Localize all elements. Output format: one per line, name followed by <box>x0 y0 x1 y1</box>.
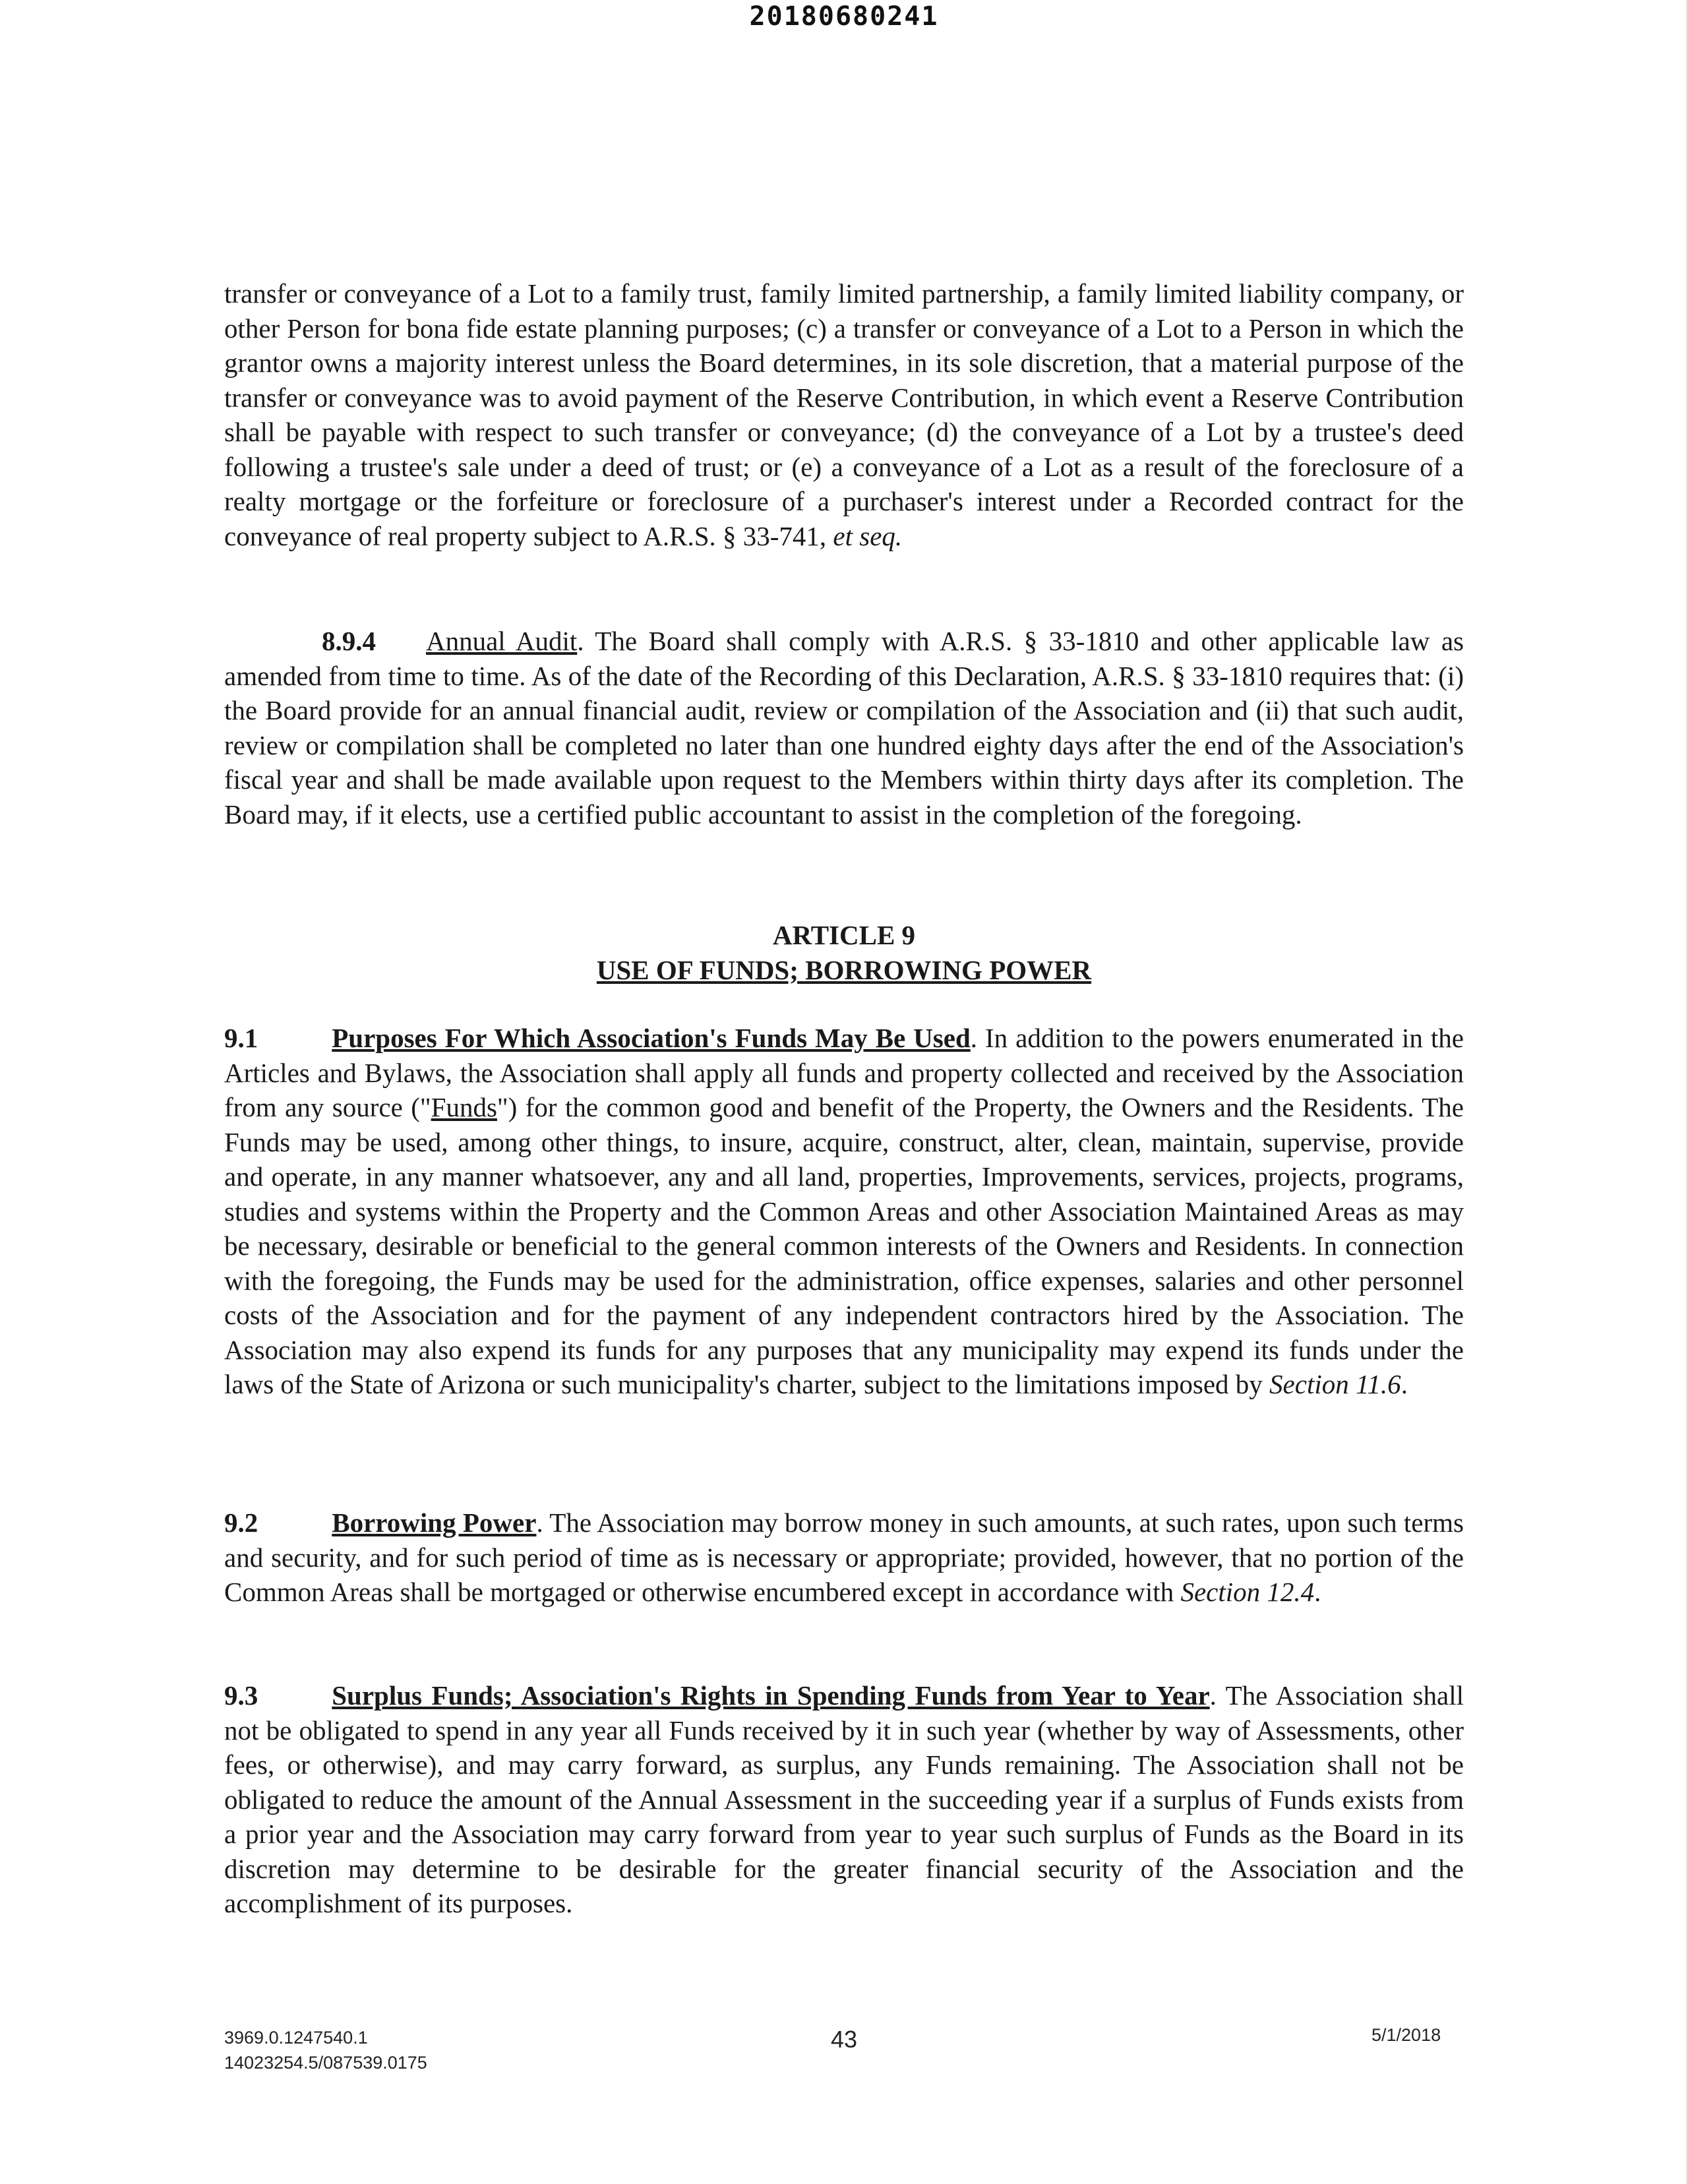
section-reference: Section 11.6 <box>1269 1369 1401 1399</box>
paragraph-text: . The Association shall not be obligated to spend in any year all Funds received by it in such year (whether by way of Assessments, other fees, or otherwise), and may carry forward, as surplus, any Funds remaining. The Association shall not be obligated to reduce the amount of the Annual Assessment in the succeeding year if a surplus of Funds exists from a prior year and the Association may carry forward from year to year such surplus of Funds as the Board in its discretion may determine to be desirable for the greater financial security of the Association and the accomplishment of its purposes. <box>224 1680 1464 1918</box>
paragraph-text: . The Association may borrow money in such amounts, at such rates, upon such terms and security, and for such period of time as is necessary or appropriate; provided, however, that no portion of the Common Areas shall be mortgaged or otherwise encumbered except in accordance with <box>224 1507 1464 1607</box>
section-number: 9.2 <box>224 1507 258 1538</box>
section-9-1 <box>224 1021 1464 1402</box>
article-heading <box>0 918 1688 988</box>
recording-number: 20180680241 <box>749 1 939 32</box>
sentence-end: . <box>1401 1369 1408 1399</box>
sentence-end: . <box>1314 1577 1321 1607</box>
section-number: 9.3 <box>224 1680 258 1711</box>
section-number: 9.1 <box>224 1023 258 1053</box>
section-9-3 <box>224 1678 1464 1921</box>
footer-document-ids <box>224 2025 427 2075</box>
paragraph-text: . In addition to the powers enumerated in the Articles and Bylaws, the Association shall apply all funds and property collected and received by the Association from any source (" <box>224 1023 1464 1122</box>
footer-id-line-1: 3969.0.1247540.1 <box>224 2028 368 2048</box>
footer-date: 5/1/2018 <box>1372 2025 1441 2045</box>
paragraph-text: ") for the common good and benefit of the Property, the Owners and the Residents. The Funds may be used, among other things, to insure, acquire, construct, alter, clean, maintain, supervise, provide and operate, in any manner whatsoever, any and all land, properties, Improvements, services, projects, programs, studies and systems within the Property and the Common Areas and other Association Maintained Areas as may be necessary, desirable or beneficial to the general common interests of the Owners and Residents. In connection with the foregoing, the Funds may be used for the administration, office expenses, salaries and other personnel costs of the Association and for the payment of any independent contractors hired by the Association. The Association may also expend its funds for any purposes that any municipality may expend its funds under the laws of the State of Arizona or such municipality's charter, subject to the limitations imposed by <box>224 1092 1464 1399</box>
italic-latin-term: et seq. <box>833 520 903 551</box>
section-heading: Surplus Funds; Association's Rights in Spending Funds from Year to Year <box>332 1680 1210 1711</box>
section-reference: Section 12.4 <box>1180 1577 1315 1607</box>
paragraph-annual-audit <box>224 624 1464 832</box>
article-title: USE OF FUNDS; BORROWING POWER <box>596 955 1092 985</box>
section-heading: Purposes For Which Association's Funds May Be Used <box>332 1023 971 1053</box>
section-9-2 <box>224 1505 1464 1610</box>
footer-id-line-2: 14023254.5/087539.0175 <box>224 2053 427 2073</box>
section-heading: Borrowing Power <box>332 1507 537 1538</box>
defined-term: Funds <box>431 1092 497 1122</box>
paragraph-text: . The Board shall comply with A.R.S. § 33-1810 and other applicable law as amended from time to time. As of the date of the Recording of this Declaration, A.R.S. § 33-1810 requires that: (i) the Board provide for an annual financial audit, review or compilation of the Association and (ii) that such audit, review or compilation shall be completed no later than one hundred eighty days after the end of the Association's fiscal year and shall be made available upon request to the Members within thirty days after its completion. The Board may, if it elects, use a certified public accountant to assist in the completion of the foregoing. <box>224 626 1464 830</box>
section-heading: Annual Audit <box>426 626 578 656</box>
paragraph-text: transfer or conveyance of a Lot to a family trust, family limited partnership, a family limited liability company, or other Person for bona fide estate planning purposes; (c) a transfer or conveyance of a Lot to a Person in which the grantor owns a majority interest unless the Board determines, in its sole discretion, that a material purpose of the transfer or conveyance was to avoid payment of the Reserve Contribution, in which event a Reserve Contribution shall be payable with respect to such transfer or conveyance; (d) the conveyance of a Lot by a trustee's deed following a trustee's sale under a deed of trust; or (e) a conveyance of a Lot as a result of the foreclosure of a realty mortgage or the forfeiture or foreclosure of a purchaser's interest under a Recorded contract for the conveyance of real property subject to A.R.S. § 33-741, <box>224 278 1464 551</box>
article-label: ARTICLE 9 <box>772 920 916 950</box>
paragraph-transfer-exceptions <box>224 276 1464 553</box>
section-number: 8.9.4 <box>322 626 376 656</box>
page-number: 43 <box>830 2026 858 2053</box>
scan-edge-shadow <box>1685 0 1688 2184</box>
